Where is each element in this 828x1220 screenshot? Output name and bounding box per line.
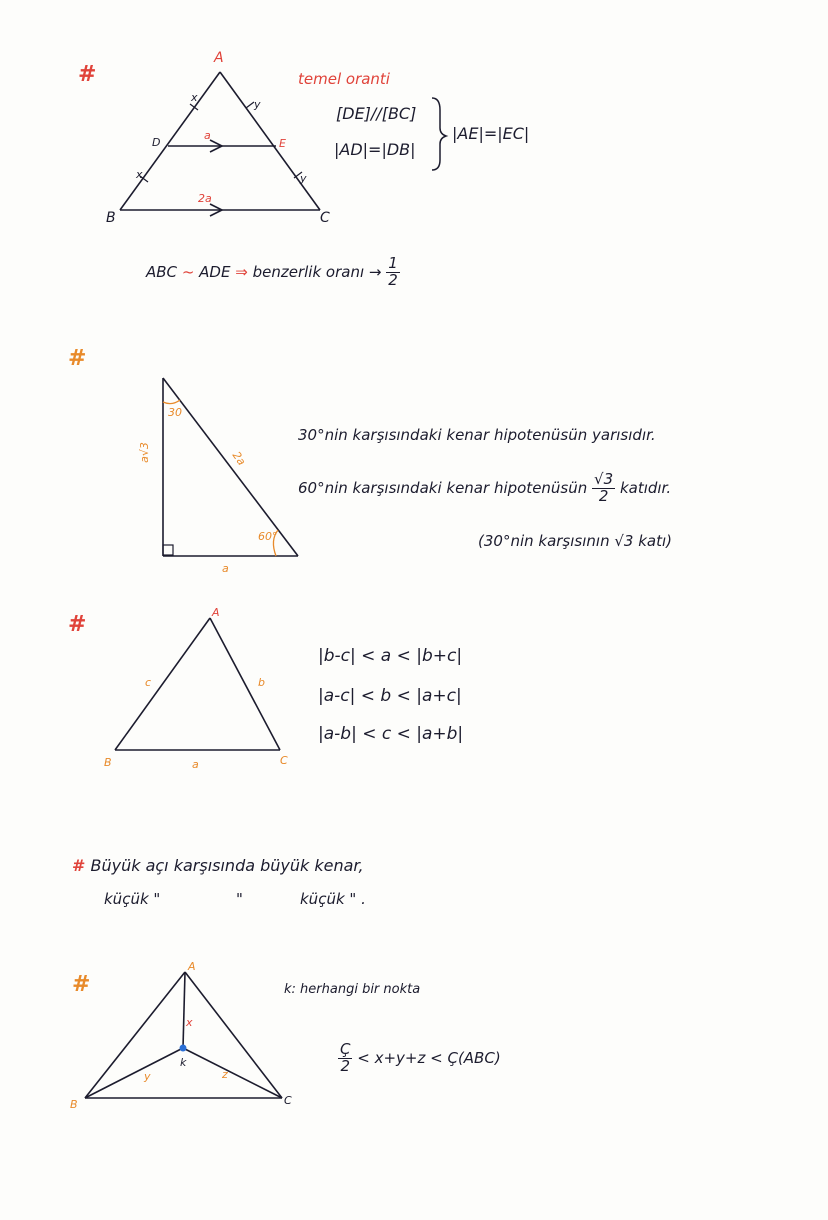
y-bottom-label: y	[300, 172, 307, 185]
angle-30-label: 30	[168, 406, 182, 419]
vertex-b3-label: B	[104, 756, 112, 769]
point-k-definition	[284, 982, 420, 997]
ditto-mark: "	[236, 890, 243, 908]
y-top-label: y	[254, 98, 261, 111]
perimeter-denominator: 2	[340, 1056, 351, 1075]
similarity-ratio-text: benzerlik oranı →	[252, 262, 382, 281]
basic-ratio-heading: temel oranti	[298, 70, 390, 88]
hypotenuse	[163, 378, 298, 556]
vertex-a-label: A	[214, 50, 224, 66]
triangle-inequality-figure	[115, 618, 280, 750]
small-side-word: küçük " .	[300, 890, 366, 908]
inequality-b: |a-c| < b < |a+c|	[318, 686, 462, 706]
rule-30-degree: 30°nin karşısındaki kenar hipotenüsün yarısıdır.	[298, 426, 656, 444]
x-bottom-label: x	[136, 168, 143, 181]
section2-marker: #	[68, 346, 87, 371]
point-k-label: k	[180, 1056, 187, 1069]
half-perimeter-fraction	[338, 1042, 352, 1075]
small-angle-word: küçük "	[104, 890, 161, 908]
side-a-label: a	[222, 562, 229, 575]
tick-ae	[246, 102, 254, 108]
implies-arrow: ⇒	[235, 262, 248, 281]
point-e-label: E	[279, 137, 286, 150]
similar-triangle-abc: ABC	[146, 262, 178, 281]
segment-ka	[183, 972, 185, 1048]
vertex-a5-label: A	[188, 960, 196, 973]
segment-kb	[85, 1048, 183, 1098]
big-angle-rule	[72, 856, 364, 875]
big-angle-text: Büyük açı karşısında büyük kenar,	[90, 856, 364, 875]
rule-60-note-text: (30°nin karşısının √3 katı)	[478, 532, 672, 550]
root3-denominator: 2	[598, 486, 609, 505]
inequality-a: |b-c| < a < |b+c|	[318, 646, 463, 666]
z-length-label: z	[222, 1068, 228, 1081]
vertex-c-label: C	[320, 210, 330, 226]
rule-60-text: 60°nin karşısındaki kenar hipotenüsün	[298, 478, 588, 497]
root3-numerator: √3	[594, 470, 614, 488]
triangle-midline-figure	[120, 72, 320, 216]
rule-60-degree	[298, 472, 671, 505]
side-ab5	[85, 972, 185, 1098]
side-b3-label: b	[258, 676, 265, 689]
two-a-label: 2a	[198, 192, 212, 205]
angle-60-label: 60°	[258, 530, 278, 543]
x-top-label: x	[191, 91, 198, 104]
parallel-relation: [DE]//[BC]	[336, 104, 417, 123]
segment-kc	[183, 1048, 282, 1098]
vertex-c3-label: C	[280, 754, 288, 767]
point-d-label: D	[152, 136, 161, 149]
side-b	[210, 618, 280, 750]
midpoint-relation: |AD|=|DB|	[334, 140, 416, 159]
side-a3-label: a	[192, 758, 199, 771]
right-angle-mark	[163, 545, 173, 555]
rule-60-note	[478, 532, 672, 550]
perimeter-numerator: Ç	[340, 1040, 351, 1058]
angle-30-arc	[163, 400, 180, 404]
side-2a-label: 2a	[229, 449, 249, 468]
vertex-c5-label: C	[284, 1094, 292, 1107]
perimeter-inequality-text: < x+y+z < Ç(ABC)	[357, 1048, 501, 1067]
vertex-a3-label: A	[212, 606, 220, 619]
brace-result: |AE|=|EC|	[452, 124, 530, 143]
rule-60-suffix: katıdır.	[619, 478, 672, 497]
similarity-statement	[146, 256, 400, 289]
similar-sign: ~	[181, 262, 195, 281]
side-a-root3-label: a√3	[137, 442, 151, 463]
vertex-b5-label: B	[70, 1098, 78, 1111]
section5-marker: #	[72, 972, 91, 997]
right-triangle-figure	[163, 378, 298, 556]
vertex-b-label: B	[106, 210, 116, 226]
x-length-label: x	[186, 1016, 193, 1029]
section4-marker: #	[72, 856, 86, 875]
section1-marker: #	[78, 62, 97, 87]
side-ac	[220, 72, 320, 210]
similarity-ratio-fraction	[386, 256, 400, 289]
interior-point-figure	[85, 972, 282, 1098]
brace-shape	[432, 98, 446, 170]
similar-triangle-ade: ADE	[199, 262, 231, 281]
section3-marker: #	[68, 612, 87, 637]
root3-over-2	[592, 472, 615, 505]
point-k-definition-text: k: herhangi bir nokta	[284, 982, 421, 997]
ratio-numerator: 1	[388, 254, 398, 272]
y-length-label: y	[144, 1070, 151, 1083]
perimeter-inequality	[338, 1042, 501, 1075]
side-c3-label: c	[145, 676, 152, 689]
point-k	[180, 1045, 187, 1052]
a-mid-label: a	[204, 129, 211, 142]
ratio-denominator: 2	[388, 270, 398, 289]
side-ac5	[185, 972, 282, 1098]
inequality-c: |a-b| < c < |a+b|	[318, 724, 464, 744]
side-c	[115, 618, 210, 750]
